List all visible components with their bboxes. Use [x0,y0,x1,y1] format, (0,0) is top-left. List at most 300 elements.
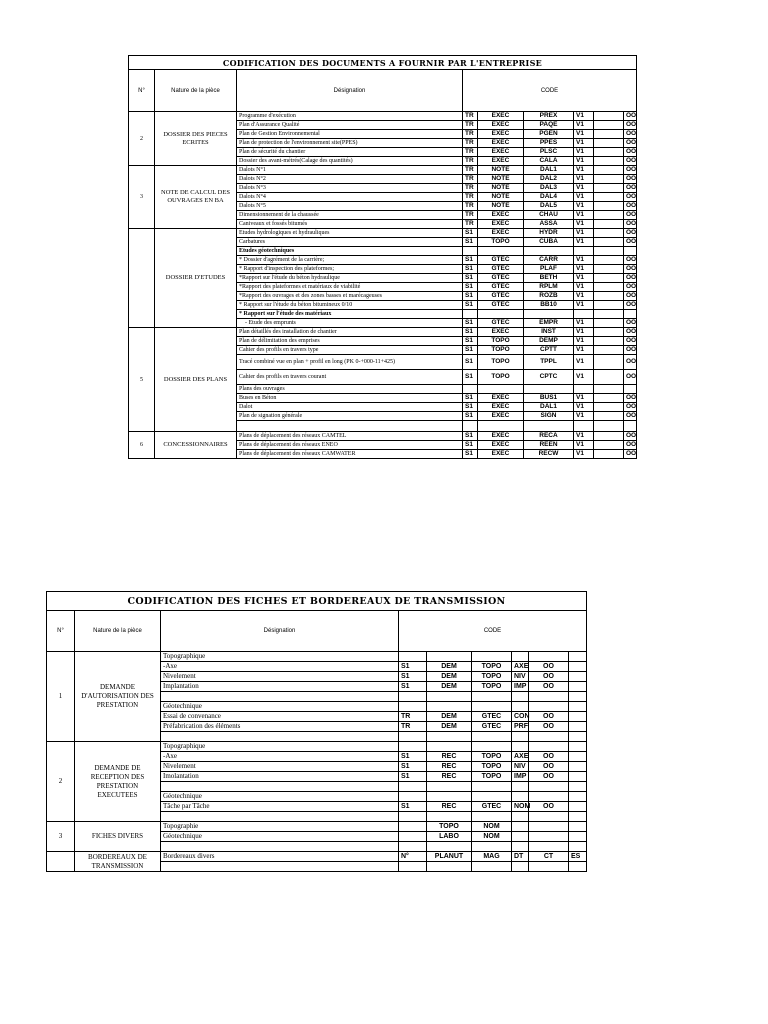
header-nature: Nature de la pièce [155,70,237,112]
code-type: DEM [427,662,472,672]
group-number: 6 [129,432,155,459]
code-version: V1 [574,441,594,450]
code-extra [569,842,587,852]
code-status: OO [624,130,637,139]
code-id: EMPR [524,319,574,328]
code-status: OO [624,319,637,328]
code-type: GTEC [478,319,524,328]
code-type: TOPO [478,355,524,370]
code-status: OO [624,148,637,157]
code-status: OO [624,157,637,166]
code-extra [569,752,587,762]
code-extra [569,812,587,822]
code-extra [569,772,587,782]
code-prefix: S1 [463,274,478,283]
code-type [427,812,472,822]
code-prefix: S1 [463,229,478,238]
code-type: REC [427,772,472,782]
designation-cell: Dalots N°3 [237,184,463,193]
designation-cell: Cahier des profils en travers type [237,346,463,355]
code-prefix [399,732,427,742]
code-domain [472,782,512,792]
code-prefix: TR [463,193,478,202]
group-nature: DOSSIER DES PIECES ECRITES [155,112,237,166]
code-extra [569,742,587,752]
code-gap [594,310,624,319]
code-sub [512,832,529,842]
code-status: OO [624,337,637,346]
group-nature: NOTE DE CALCUL DES OUVRAGES EN BA [155,166,237,229]
code-gap [594,238,624,247]
code-domain: GTEC [472,722,512,732]
code-domain: GTEC [472,712,512,722]
code-version [574,421,594,432]
code-prefix: TR [463,139,478,148]
code-status [529,862,569,872]
code-id: RECA [524,432,574,441]
code-version: V1 [574,229,594,238]
code-extra [569,702,587,712]
designation-cell: Implantation [161,682,399,692]
code-status: OO [529,752,569,762]
code-domain: NOM [472,822,512,832]
code-status: OO [624,441,637,450]
code-version [574,247,594,256]
code-extra [569,652,587,662]
code-type: EXEC [478,220,524,229]
designation-cell: Plan de Gestion Environnemental [237,130,463,139]
code-prefix: S1 [463,370,478,385]
designation-cell [161,692,399,702]
code-sub [512,812,529,822]
code-id: CPTT [524,346,574,355]
code-status [624,421,637,432]
designation-cell: Géotechnique [161,792,399,802]
code-status: OO [624,412,637,421]
code-id: CALA [524,157,574,166]
designation-cell: Nivelement [161,672,399,682]
code-domain [472,652,512,662]
code-type [478,421,524,432]
designation-cell: * Rapport sur l'étude des matériaux [237,310,463,319]
code-extra [569,672,587,682]
designation-cell: Nivelement [161,762,399,772]
group-number: 2 [47,742,75,822]
designation-cell: Plan de délimitation des emprises [237,337,463,346]
code-prefix [399,822,427,832]
code-status: OO [624,355,637,370]
code-id: PAQE [524,121,574,130]
header-code: CODE [463,70,637,112]
code-type [478,247,524,256]
code-sub: IMP [512,772,529,782]
code-prefix: S1 [463,301,478,310]
code-type: GTEC [478,256,524,265]
code-prefix: S1 [399,672,427,682]
code-prefix: TR [463,211,478,220]
code-extra [569,712,587,722]
code-prefix [463,247,478,256]
header-designation: Désignation [237,70,463,112]
designation-cell: Plan d'Assurance Qualité [237,121,463,130]
code-id [524,310,574,319]
code-status [529,782,569,792]
code-type: NOTE [478,175,524,184]
code-status: OO [624,328,637,337]
designation-cell: Tracé combiné vue en plan + profil en long (PK 0-+000-11+425) [237,355,463,370]
designation-cell: Etudes hydrologiques et hydrauliques [237,229,463,238]
code-status [529,822,569,832]
code-prefix: S1 [463,328,478,337]
code-prefix: TR [463,157,478,166]
code-gap [594,148,624,157]
code-type: EXEC [478,112,524,121]
code-status [529,832,569,842]
code-version [574,310,594,319]
code-prefix [399,862,427,872]
code-version: V1 [574,355,594,370]
code-version: V1 [574,274,594,283]
code-version: V1 [574,220,594,229]
code-status: OO [624,139,637,148]
designation-cell [161,842,399,852]
code-type: EXEC [478,148,524,157]
code-id: CARR [524,256,574,265]
code-status [529,742,569,752]
code-gap [594,394,624,403]
code-status: OO [624,229,637,238]
designation-cell: *Rapport sur l'étude du béton hydraulique [237,274,463,283]
designation-cell: Cahier des profils en travers courant [237,370,463,385]
code-status: OO [624,184,637,193]
code-prefix: S1 [463,394,478,403]
code-id: CUBA [524,238,574,247]
table-row [129,112,637,121]
code-status: OO [624,256,637,265]
code-prefix: S1 [463,283,478,292]
code-prefix: S1 [399,682,427,692]
code-status: OO [624,370,637,385]
code-domain: GTEC [472,802,512,812]
code-status [624,385,637,394]
code-sub [512,742,529,752]
code-prefix: S1 [463,355,478,370]
code-id: DAL4 [524,193,574,202]
code-domain: TOPO [472,762,512,772]
code-status: OO [624,394,637,403]
code-gap [594,385,624,394]
code-version [574,385,594,394]
code-type: GTEC [478,292,524,301]
code-type: REC [427,762,472,772]
designation-cell: Plan de protection de l'environnement site(PPES) [237,139,463,148]
code-status: OO [624,450,637,459]
code-status [529,732,569,742]
group-nature: DEMANDE DE RECEPTION DES PRESTATION EXECUTEES [75,742,161,822]
table-row [129,328,637,337]
documents-codification-table [128,55,637,459]
code-sub: AXE [512,662,529,672]
designation-cell: Dalots N°5 [237,202,463,211]
code-version: V1 [574,337,594,346]
code-id: TPPL [524,355,574,370]
code-status: OO [624,193,637,202]
code-prefix: S1 [463,256,478,265]
code-version: V1 [574,403,594,412]
code-sub [512,702,529,712]
code-version: V1 [574,193,594,202]
code-type: GTEC [478,265,524,274]
code-prefix [399,692,427,702]
code-gap [594,319,624,328]
code-version: V1 [574,301,594,310]
code-version: V1 [574,394,594,403]
designation-cell [161,812,399,822]
header-nature: Nature de la pièce [75,611,161,652]
code-status [529,792,569,802]
designation-cell: Plans de déplacement des réseaux CAMWATER [237,450,463,459]
code-gap [594,220,624,229]
code-domain: MAG [472,852,512,862]
code-prefix [463,385,478,394]
code-id: RPLM [524,283,574,292]
fiches-codification-table [46,591,587,872]
code-sub: NIV [512,762,529,772]
code-extra [569,762,587,772]
code-version: V1 [574,370,594,385]
code-gap [594,283,624,292]
code-type: DEM [427,672,472,682]
code-id [524,385,574,394]
code-prefix: S1 [399,772,427,782]
code-prefix: S1 [463,319,478,328]
code-gap [594,130,624,139]
code-gap [594,355,624,370]
code-sub: NOM [512,802,529,812]
code-status: OO [529,762,569,772]
designation-cell [161,782,399,792]
code-type [427,702,472,712]
code-prefix: S1 [463,432,478,441]
code-gap [594,274,624,283]
designation-cell: Programme d'exécution [237,112,463,121]
designation-cell: * Rapport sur l'étude du béton bitumineux 0/10 [237,301,463,310]
designation-cell: * Dossier d'agrément de la carrière; [237,256,463,265]
designation-cell: *Rapport des ouvrages et des zones basses et marécageuses [237,292,463,301]
code-domain: TOPO [472,752,512,762]
table-title: CODIFICATION DES DOCUMENTS A FOURNIR PAR L'ENTREPRISE [129,56,637,70]
code-sub [512,792,529,802]
code-version: V1 [574,121,594,130]
group-number: 5 [129,328,155,432]
code-id: RECW [524,450,574,459]
code-prefix [399,652,427,662]
code-prefix [399,742,427,752]
code-version: V1 [574,256,594,265]
table-title: CODIFICATION DES FICHES ET BORDEREAUX DE TRANSMISSION [47,592,587,611]
code-type: EXEC [478,157,524,166]
code-type: REC [427,802,472,812]
code-status: OO [624,403,637,412]
code-type: NOTE [478,184,524,193]
code-id: CPTC [524,370,574,385]
code-domain [472,812,512,822]
code-gap [594,265,624,274]
code-prefix [399,792,427,802]
designation-cell: Dalots N°4 [237,193,463,202]
code-prefix: TR [463,166,478,175]
code-id: BETH [524,274,574,283]
code-id: PLSC [524,148,574,157]
code-status: OO [624,175,637,184]
code-status: CT [529,852,569,862]
code-gap [594,346,624,355]
code-prefix: TR [463,184,478,193]
code-gap [594,166,624,175]
code-gap [594,175,624,184]
code-type [427,652,472,662]
code-domain: NOM [472,832,512,842]
code-prefix [399,782,427,792]
code-id: SIGN [524,412,574,421]
code-domain: TOPO [472,662,512,672]
designation-cell: Etudes géotechniques [237,247,463,256]
group-nature: DEMANDE D'AUTORISATION DES PRESTATION [75,652,161,742]
code-type: EXEC [478,441,524,450]
code-id: PPES [524,139,574,148]
code-version: V1 [574,175,594,184]
code-status: OO [529,802,569,812]
code-sub [512,732,529,742]
code-gap [594,139,624,148]
code-id: CHAU [524,211,574,220]
group-number [47,852,75,872]
group-nature: DOSSIER D'ETUDES [155,229,237,328]
code-status: OO [624,346,637,355]
code-extra [569,802,587,812]
code-status: OO [624,220,637,229]
code-gap [594,184,624,193]
code-prefix: TR [463,202,478,211]
code-type: TOPO [478,337,524,346]
code-status: OO [624,121,637,130]
code-extra [569,692,587,702]
code-version: V1 [574,238,594,247]
group-nature: BORDEREAUX DE TRANSMISSION [75,852,161,872]
code-gap [594,337,624,346]
code-status: OO [624,166,637,175]
code-status: OO [624,301,637,310]
designation-cell: Imolantation [161,772,399,782]
group-number: 2 [129,112,155,166]
header-num: N° [47,611,75,652]
code-status: OO [529,772,569,782]
designation-cell [161,862,399,872]
code-prefix: S1 [463,238,478,247]
code-version: V1 [574,112,594,121]
group-nature: CONCESSIONNAIRES [155,432,237,459]
table-row [129,229,637,238]
code-status: OO [624,283,637,292]
code-id: DAL2 [524,175,574,184]
code-sub [512,652,529,662]
code-id: PGEN [524,130,574,139]
code-status [624,247,637,256]
code-version: V1 [574,211,594,220]
code-prefix: N° [399,852,427,862]
code-gap [594,229,624,238]
code-prefix: S1 [463,337,478,346]
code-sub: DT [512,852,529,862]
code-version: V1 [574,328,594,337]
code-type: TOPO [427,822,472,832]
code-domain: TOPO [472,672,512,682]
code-extra [569,862,587,872]
code-prefix: S1 [463,450,478,459]
code-sub: AXE [512,752,529,762]
designation-cell: *Rapport des plateformes et matériaux de viabilité [237,283,463,292]
code-type: EXEC [478,211,524,220]
code-domain [472,732,512,742]
code-prefix [399,842,427,852]
code-extra [569,732,587,742]
designation-cell: Tâche par Tâche [161,802,399,812]
code-status: OO [624,274,637,283]
designation-cell: Dossier des avant-métrés(Calage des quantités) [237,157,463,166]
code-version: V1 [574,283,594,292]
code-type: EXEC [478,394,524,403]
code-status: OO [624,202,637,211]
code-prefix: TR [463,121,478,130]
code-prefix [399,702,427,712]
header-num: N° [129,70,155,112]
designation-cell: Topographie [161,822,399,832]
code-id: REEN [524,441,574,450]
code-prefix: TR [463,175,478,184]
code-type: PLANUT [427,852,472,862]
code-type: LABO [427,832,472,842]
code-version: V1 [574,292,594,301]
code-version: V1 [574,130,594,139]
designation-cell [237,421,463,432]
code-status: OO [529,682,569,692]
code-prefix [463,310,478,319]
code-gap [594,370,624,385]
code-domain [472,692,512,702]
code-id: PREX [524,112,574,121]
code-id: DAL1 [524,166,574,175]
code-gap [594,157,624,166]
designation-cell: Topographique [161,652,399,662]
code-type [427,742,472,752]
code-type: DEM [427,722,472,732]
code-type [427,842,472,852]
code-gap [594,421,624,432]
code-type: REC [427,752,472,762]
code-prefix: S1 [399,802,427,812]
code-prefix: S1 [463,265,478,274]
code-type [427,692,472,702]
code-extra [569,662,587,672]
designation-cell: Plan détaillés des installation de chantier [237,328,463,337]
code-extra [569,682,587,692]
code-version: V1 [574,166,594,175]
code-prefix [399,832,427,842]
code-type: EXEC [478,130,524,139]
code-prefix: TR [463,148,478,157]
code-status: OO [624,112,637,121]
code-prefix: S1 [463,292,478,301]
